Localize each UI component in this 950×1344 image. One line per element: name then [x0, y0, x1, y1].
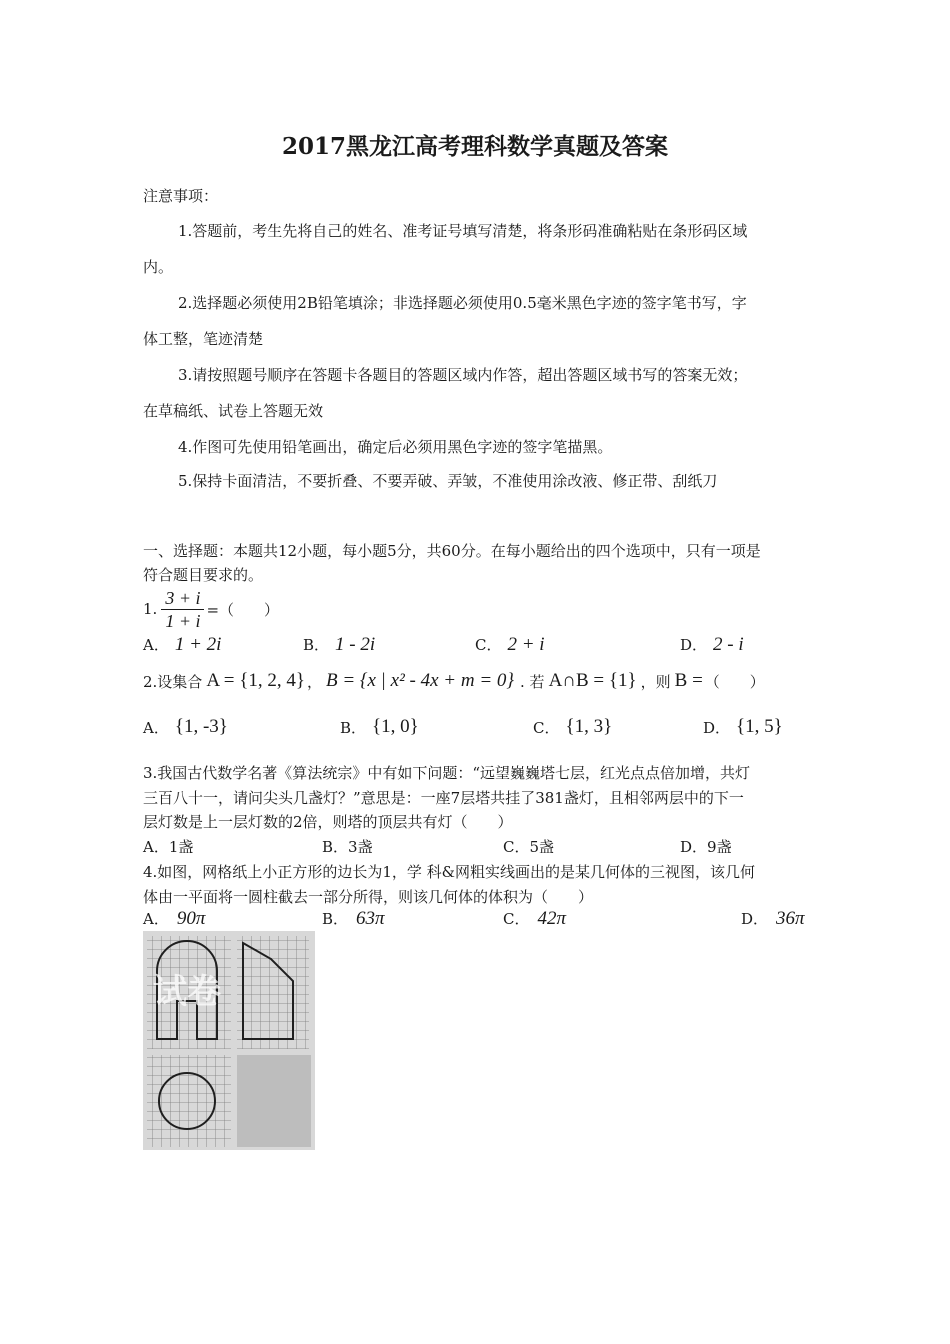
option-value: 63π: [356, 908, 385, 929]
q2-option-d: [703, 716, 783, 738]
option-value: 1 + 2i: [174, 634, 222, 655]
q2-option-b: [340, 716, 419, 738]
option-value: 2 - i: [713, 634, 744, 655]
condition-lead: . 若: [520, 672, 545, 691]
option-label: B．: [303, 636, 330, 654]
option-label: A．: [143, 718, 169, 737]
question-4-line-2: 体由一平面将一圆柱截去一部分所得，则该几何体的体积为（ ）: [143, 888, 594, 906]
option-value: 2 + i: [507, 634, 545, 655]
three-view-drawing: [143, 931, 315, 1150]
option-label: D．: [741, 910, 769, 928]
question-2-lead: 2.设集合: [143, 672, 203, 691]
notice-item-2-cont: 体工整，笔迹清楚: [143, 330, 264, 348]
notice-item-1: 1.答题前，考生先将自己的姓名、准考证号填写清楚，将条形码准确粘贴在条形码区域: [178, 222, 748, 240]
notice-item-2: 2.选择题必须使用2B铅笔填涂；非选择题必须使用0.5毫米黑色字迹的签字笔书写，字: [178, 294, 747, 312]
then-text: ，则: [640, 672, 671, 691]
notice-item-3-cont: 在草稿纸、试卷上答题无效: [143, 402, 324, 420]
option-label: A．: [143, 636, 169, 654]
section-1-intro-cont: 符合题目要求的。: [143, 566, 264, 584]
question-3-line-1: 3.我国古代数学名著《算法统宗》中有如下问题：“远望巍巍塔七层，红光点点倍加增，共灯: [143, 764, 750, 782]
q1-option-c: [475, 634, 545, 656]
option-value: {1, 0}: [372, 716, 419, 737]
section-1-intro: 一、选择题：本题共12小题，每小题5分，共60分。在每小题给出的四个选项中，只有一项是: [143, 542, 761, 560]
q2-option-a: [143, 716, 228, 738]
option-label: D．: [703, 718, 731, 737]
q1-option-d: [680, 634, 744, 656]
question-1-number: 1.: [143, 600, 158, 618]
blank-area: [237, 1055, 311, 1147]
option-label: A．: [143, 910, 169, 928]
q4-option-c: [503, 908, 566, 930]
q3-option-d: D．9盏: [680, 838, 732, 856]
side-view-grid: [237, 936, 309, 1049]
watermark-text: 试卷: [153, 972, 221, 1012]
notice-item-3: 3.请按照题号顺序在答题卡各题目的答题区域内作答，超出答题区域书写的答案无效；: [178, 366, 748, 384]
option-value: {1, 3}: [565, 716, 613, 737]
option-label: B．: [340, 718, 367, 737]
comma: ，: [306, 672, 322, 691]
option-value: 36π: [776, 908, 805, 929]
fraction-numerator: 3 + i: [161, 587, 204, 610]
three-view-figure: [143, 931, 315, 1150]
option-value: 42π: [537, 908, 567, 929]
intersection-condition: A∩B = {1}: [548, 670, 637, 691]
q4-option-b: [322, 908, 385, 930]
question-1-tail: =（ ）: [206, 600, 280, 619]
question-1-fraction: [161, 587, 204, 632]
fraction-denominator: 1 + i: [165, 610, 201, 631]
question-3-line-2: 三百八十一，请问尖头几盏灯？”意思是：一座7层塔共挂了381盏灯，且相邻两层中的下一: [143, 789, 744, 807]
q3-option-c: C．5盏: [503, 838, 555, 856]
question-3-line-3: 层灯数是上一层灯数的2倍，则塔的顶层共有灯（ ）: [143, 813, 513, 831]
option-label: C．: [533, 718, 560, 737]
set-b-definition: B = {x | x² - 4x + m = 0}: [325, 670, 515, 691]
notice-item-1-cont: 内。: [143, 258, 174, 276]
q3-option-a: A．1盏: [143, 838, 194, 856]
answer-paren: （ ）: [704, 672, 765, 691]
notice-heading: 注意事项：: [143, 187, 219, 205]
option-label: C．: [475, 636, 502, 654]
set-a: A = {1, 2, 4}: [206, 670, 305, 691]
option-label: D．: [680, 636, 708, 654]
q3-option-b: B．3盏: [322, 838, 373, 856]
ask-set-b: B =: [674, 670, 703, 691]
q1-option-a: [143, 634, 221, 656]
option-label: B．: [322, 910, 349, 928]
notice-item-4: 4.作图可先使用铅笔画出，确定后必须用黑色字迹的签字笔描黑。: [178, 438, 613, 456]
q1-option-b: [303, 634, 375, 656]
option-value: {1, -3}: [174, 716, 228, 737]
option-value: 90π: [176, 908, 206, 929]
option-value: 1 - 2i: [335, 634, 376, 655]
notice-item-5: 5.保持卡面清洁，不要折叠、不要弄破、弄皱，不准使用涂改液、修正带、刮纸刀: [178, 472, 718, 490]
option-value: {1, 5}: [736, 716, 783, 737]
page-title: 2017黑龙江高考理科数学真题及答案: [281, 133, 668, 160]
question-2: [143, 666, 765, 696]
option-label: C．: [503, 910, 530, 928]
q4-option-a: [143, 908, 205, 930]
question-1: [143, 585, 279, 633]
q2-option-c: [533, 716, 612, 738]
question-4-line-1: 4.如图，网格纸上小正方形的边长为1，学 科&网粗实线画出的是某几何体的三视图，该几何: [143, 863, 755, 881]
q4-option-d: [741, 908, 805, 930]
